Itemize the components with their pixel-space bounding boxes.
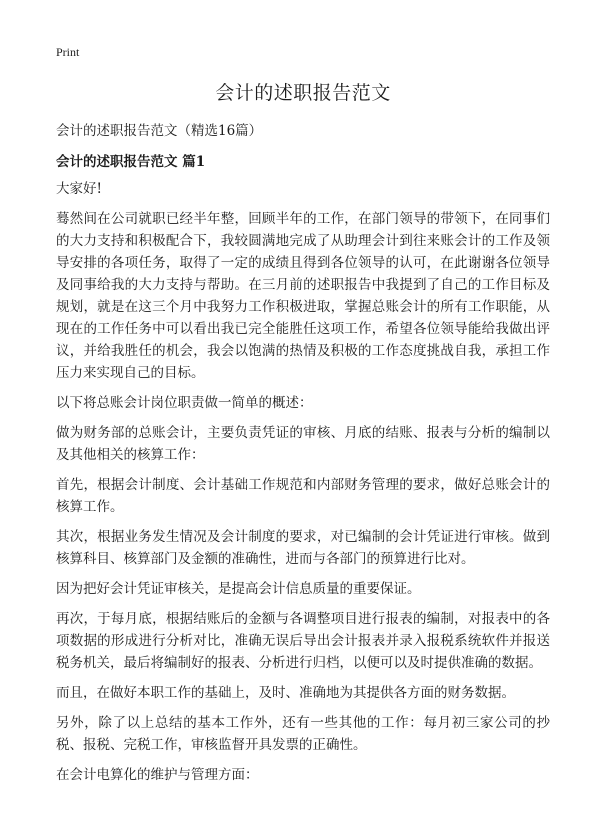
paragraph: 以下将总账会计岗位职责做一简单的概述：	[56, 395, 313, 411]
paragraph: 首先，根据会计制度、会计基础工作规范和内部财务管理的要求，做好总账会计的核算工作。	[56, 477, 550, 515]
document-title: 会计的述职报告范文	[215, 82, 391, 104]
paragraph: 而且，在做好本职工作的基础上，及时、准确地为其提供各方面的财务数据。	[56, 685, 515, 701]
paragraph: 蓦然间在公司就职已经半年整，回顾半年的工作，在部门领导的带领下，在同事们的大力支持和积极配合下，我较圆满地完成了从助理会计到往来账会计的工作及领导安排的各项任务，取得了一定的成绩且得到各位领导的认可，在此谢谢各位领导及同事给我的大力支持与帮助。在三月前的述职报告中我提到了自己的工作目标及规划，就是在这三个月中我努力工作积极进取，掌握总账会计的所有工作职能，从现在的工作任务中可以看出我已完全能胜任这项工作，希望各位领导能给我做出评议，并给我胜任的机会，我会以饱满的热情及积极的工作态度挑战自我，承担工作压力来实现自己的目标。	[56, 211, 550, 381]
paragraph: 做为财务部的总账会计，主要负责凭证的审核、月底的结账、报表与分析的编制以及其他相关的核算工作：	[56, 425, 550, 463]
paragraph: 其次，根据业务发生情况及会计制度的要求，对已编制的会计凭证进行审核。做到核算科目、核算部门及金额的准确性，进而与各部门的预算进行比对。	[56, 529, 550, 567]
document-subtitle: 会计的述职报告范文（精选16篇）	[56, 123, 263, 139]
section-heading: 会计的述职报告范文 篇1	[56, 154, 206, 170]
paragraph: 另外，除了以上总结的基本工作外，还有一些其他的工作：每月初三家公司的抄税、报税、完税工作，审核监督开具发票的正确性。	[56, 715, 550, 753]
paragraph: 因为把好会计凭证审核关，是提高会计信息质量的重要保证。	[56, 581, 421, 597]
paragraph: 再次，于每月底，根据结账后的金额与各调整项目进行报表的编制，对报表中的各项数据的形成进行分析对比，准确无误后导出会计报表并录入报税系统软件并报送税务机关，最后将编制好的报表、分析进行归档，以便可以及时提供准确的数据。	[56, 611, 550, 671]
document-body	[56, 178, 550, 794]
paragraph: 在会计电算化的维护与管理方面：	[56, 767, 259, 783]
paragraph-greeting: 大家好!	[56, 181, 102, 197]
print-link[interactable]: Print	[56, 45, 80, 59]
